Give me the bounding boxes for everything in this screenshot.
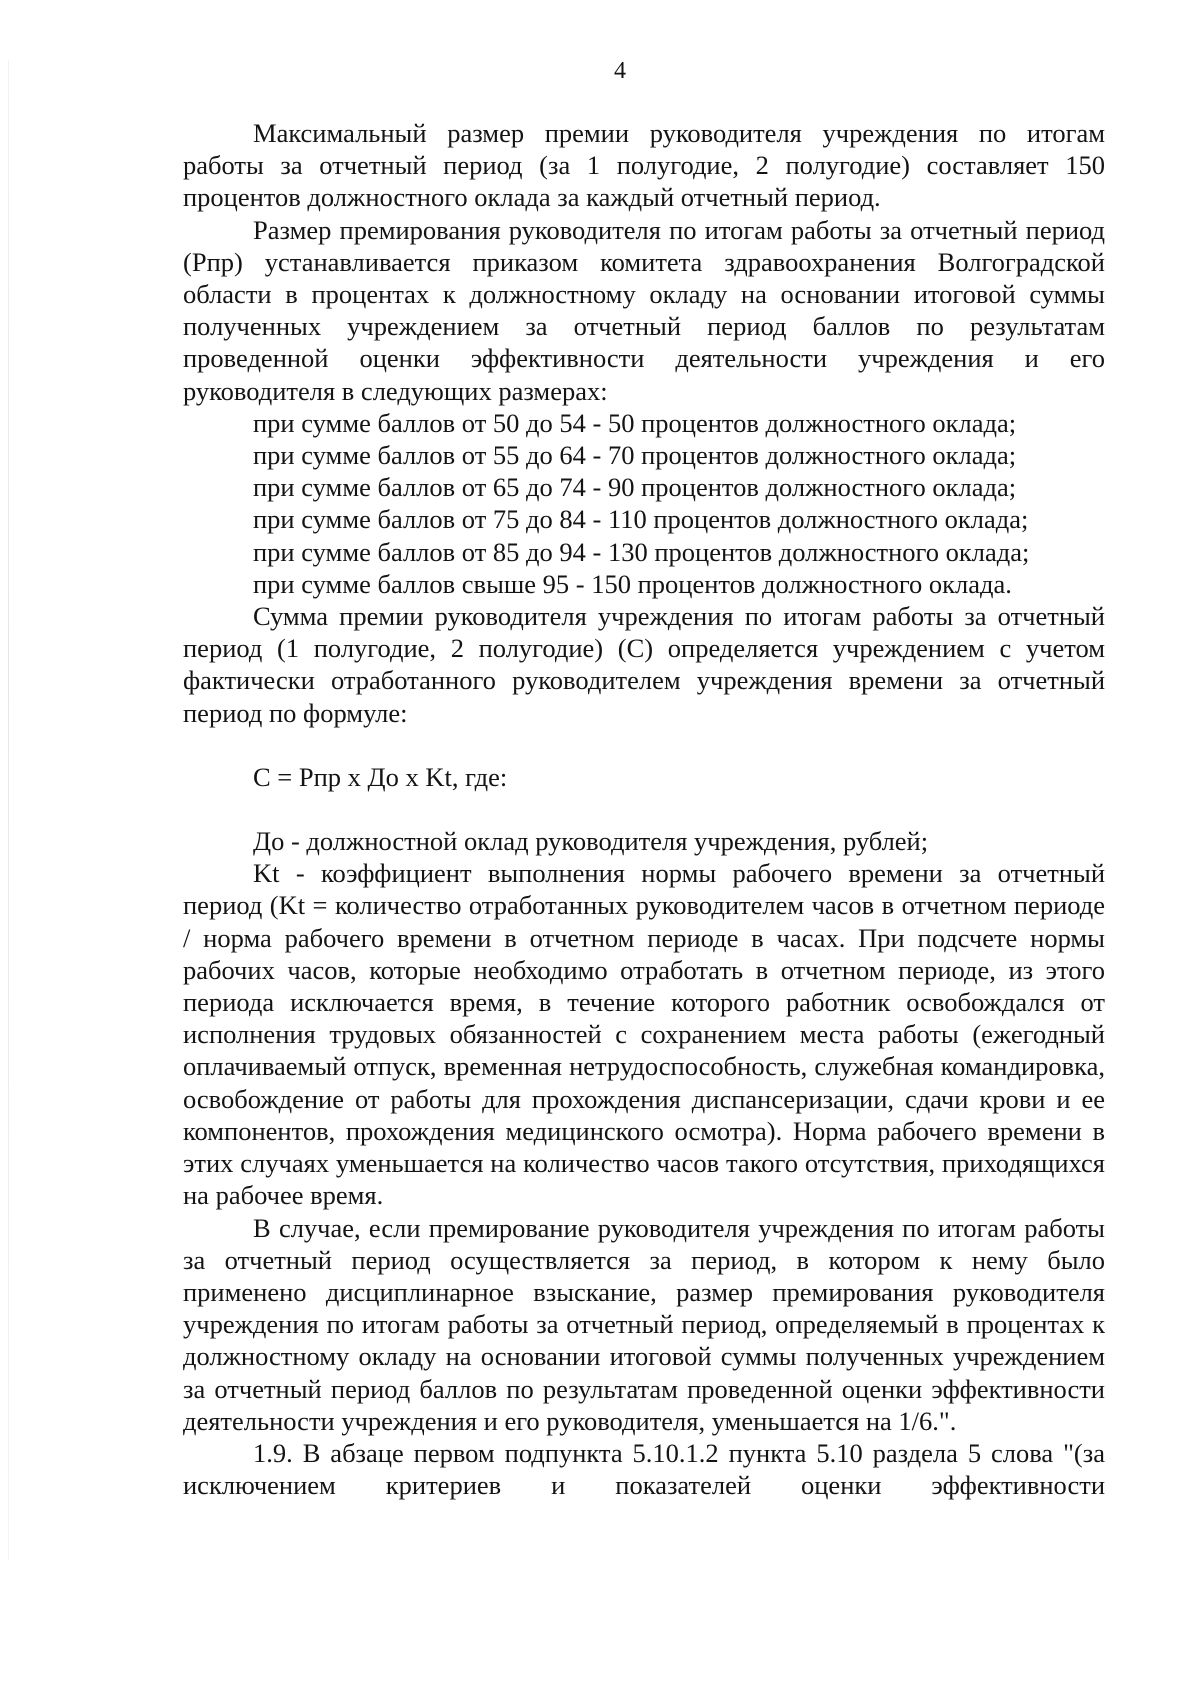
paragraph-max-bonus: Максимальный размер премии руководителя учреждения по итогам работы за отчетный период (за 1 полугодие, 2 полугодие) составляет 150 процентов должностного оклада за каждый отчетный период. xyxy=(183,118,1105,213)
paragraph-salary-definition: До - должностной оклад руководителя учреждения, рублей; xyxy=(253,826,929,857)
bonus-scale-list xyxy=(183,407,1105,600)
paragraph-amendment-1-9: 1.9. В абзаце первом подпункта 5.10.1.2 пункта 5.10 раздела 5 слова "(за исключением критериев и показателей оценки эффективности xyxy=(183,1437,1105,1501)
list-item: при сумме баллов от 75 до 84 - 110 процентов должностного оклада; xyxy=(253,504,1029,535)
page-number: 4 xyxy=(614,58,626,84)
paragraph-bonus-size: Размер премирования руководителя по итогам работы за отчетный период (Рпр) устанавливается приказом комитета здравоохранения Волгоградской области в процентах к должностному окладу на основании итоговой суммы полученных учреждением за отчетный период баллов по результатам проведенной оценки эффективности деятельности учреждения и его руководителя в следующих размерах: xyxy=(183,214,1105,406)
scan-edge-line xyxy=(8,60,9,1560)
paragraph-bonus-sum: Сумма премии руководителя учреждения по итогам работы за отчетный период (1 полугодие, 2 полугодие) (С) определяется учреждением с учетом фактически отработанного руководителем учреждения времени за отчетный период по формуле: xyxy=(183,601,1105,728)
document-body xyxy=(183,117,1105,1501)
paragraph-kt-definition: Kt - коэффициент выполнения нормы рабочего времени за отчетный период (Kt = количество отработанных руководителем часов в отчетном периоде / норма рабочего времени в отчетном периоде в часах. При подсчете нормы рабочих часов, которые необходимо отработать в отчетном периоде, из этого периода исключается время, в течение которого работник освобождался от исполнения трудовых обязанностей с сохранением места работы (ежегодный оплачиваемый отпуск, временная нетрудоспособность, служебная командировка, освобождение от работы для прохождения диспансеризации, сдачи крови и ее компонентов, прохождения медицинского осмотра). Норма рабочего времени в этих случаях уменьшается на количество часов такого отсутствия, приходящихся на рабочее время. xyxy=(183,858,1105,1211)
list-item: при сумме баллов от 55 до 64 - 70 процентов должностного оклада; xyxy=(253,440,1017,471)
list-item: при сумме баллов свыше 95 - 150 процентов должностного оклада. xyxy=(253,568,1012,599)
bonus-formula: С = Рпр х До х Kt, где: xyxy=(253,761,508,792)
paragraph-disciplinary: В случае, если премирование руководителя учреждения по итогам работы за отчетный период осуществляется за период, в котором к нему было применено дисциплинарное взыскание, размер премирования руководителя учреждения по итогам работы за отчетный период, определяемый в процентах к должностному окладу на основании итоговой суммы полученных учреждением за отчетный период баллов по результатам проведенной оценки эффективности деятельности учреждения и его руководителя, уменьшается на 1/6.". xyxy=(183,1212,1105,1436)
list-item: при сумме баллов от 50 до 54 - 50 процентов должностного оклада; xyxy=(253,407,1017,438)
list-item: при сумме баллов от 65 до 74 - 90 процентов должностного оклада; xyxy=(253,472,1017,503)
list-item: при сумме баллов от 85 до 94 - 130 процентов должностного оклада; xyxy=(253,536,1030,567)
